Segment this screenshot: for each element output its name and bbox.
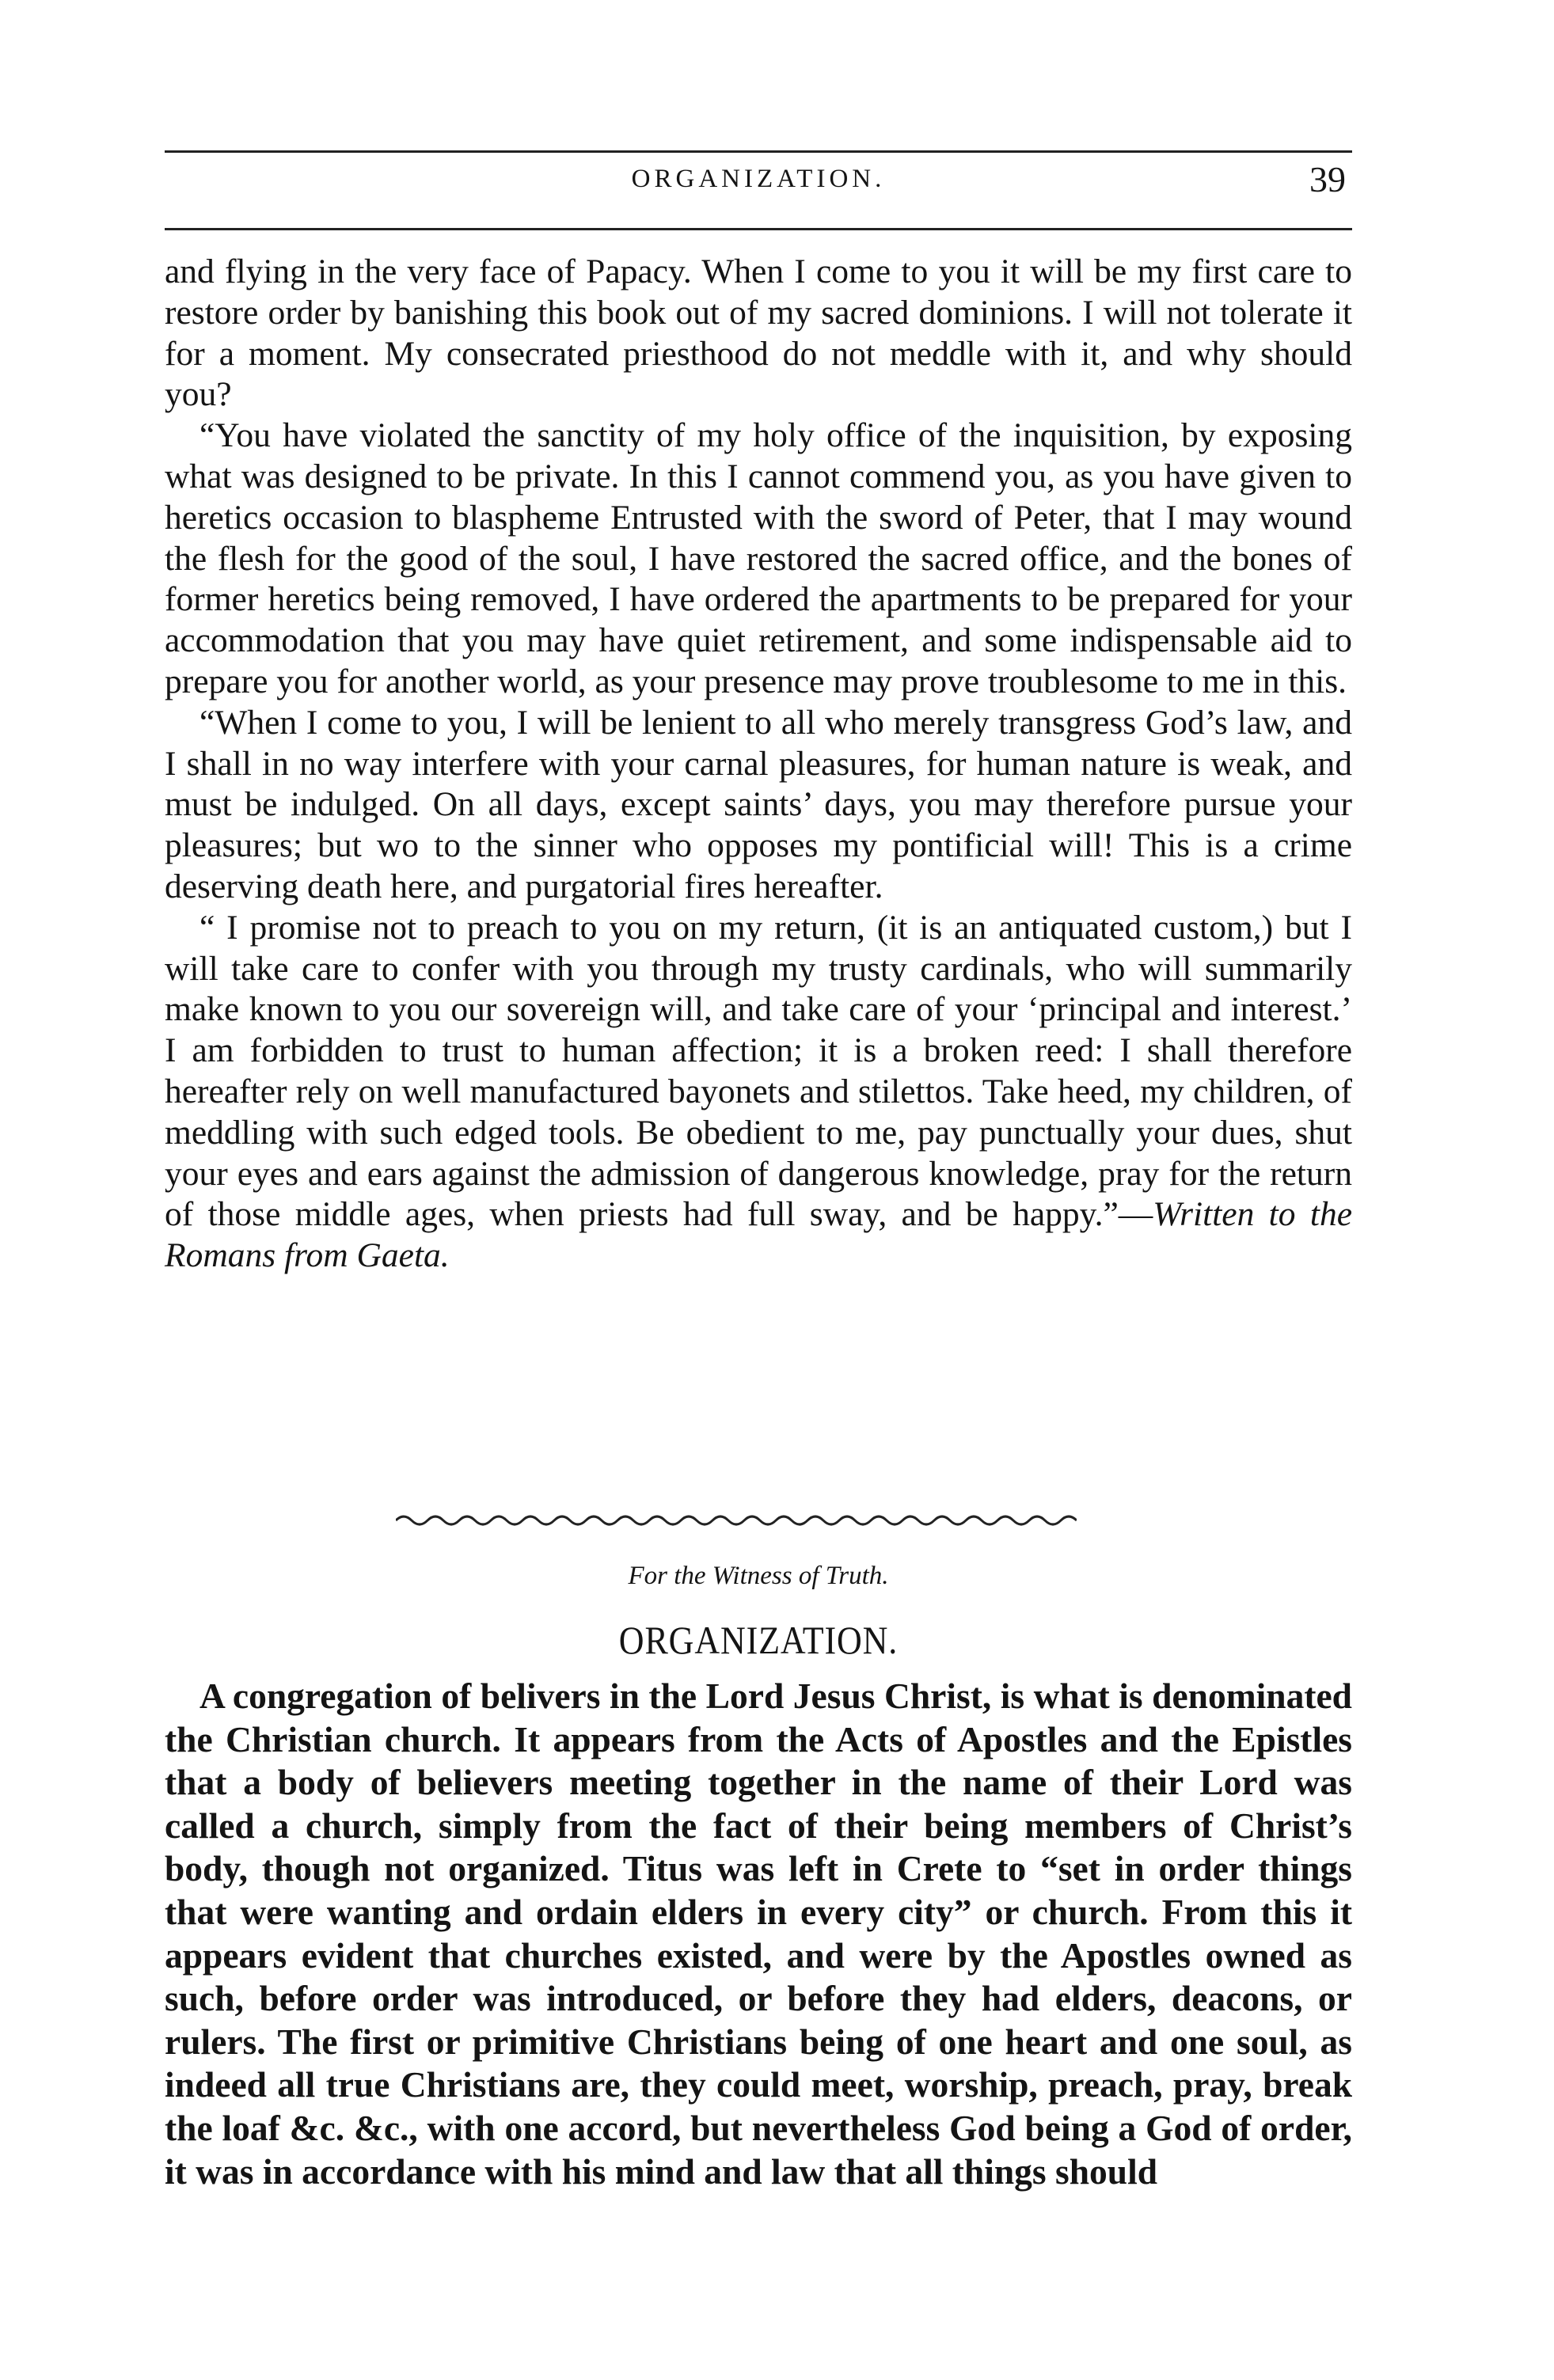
source-note: For the Witness of Truth. [628,1562,889,1590]
letter-article [165,252,1352,1277]
top-rule [165,150,1352,153]
running-header [165,158,1352,203]
closing-attribution: Written to the Romans from Gaeta. [165,1195,1353,1275]
wavy-divider-ornament [396,1506,1077,1535]
article-body: A congregation of belivers in the Lord Jesus Christ, is what is denominated the Christian church. It appears from the Acts of Apostles and the Epistles that a body of believers meeting together in the name of their Lord was called a church, simply from the fact of their being members of Christ’s body, though not organized. Titus was left in Crete to “set in order things that were wanting and ordain elders in every city” or church. From this it appears evident that churches existed, and were by the Apostles owned as such, before order was introduced, or before they had elders, deacons, or rulers. The first or primitive Christians being of one heart and one soul, as indeed all true Christians are, they could meet, worship, preach, pray, break the loaf &c. &c., with one accord, but nevertheless God being a God of order, it was in accordance with his mind and law that all things should [165,1676,1352,2192]
paragraph: and flying in the very face of Papacy. When I come to you it will be my first care to restore order by banishing this book out of my sacred dominions. I will not tolerate it for a moment. My consecrated priesthood do not meddle with it, and why should you? [165,252,1352,414]
paragraph-text: “ I promise not to preach to you on my return, (it is an antiquated custom,) but I will take care to confer with you through my trusty cardinals, who will summarily make known to you our sovereign will, and take care of your ‘principal and interest.’ I am forbidden to trust to human affection; it is a broken reed: I shall therefore hereafter rely on well manufactured bayonets and stilettos. Take heed, my children, of meddling with such edged tools. Be obedient to me, pay punctually your dues, shut your eyes and ears against the admission of dangerous knowledge, pray for the return of those middle ages, when priests had full sway, and be happy.”— [165,908,1352,1234]
running-title: ORGANIZATION. [631,165,886,193]
header-rule [165,228,1352,230]
organization-article [165,1556,1352,2193]
article-title: ORGANIZATION. [618,1618,899,1662]
paragraph: “When I come to you, I will be lenient to all who merely transgress God’s law, and I shall in no way interfere with your carnal pleasures, for human nature is weak, and must be indulged. On all days, except saints’ days, you may therefore pursue your pleasures; but wo to the sinner who opposes my pontificial will! This is a crime deserving death here, and purgatorial fires hereafter. [165,703,1352,905]
paragraph-final [165,908,1352,1277]
page-number: 39 [1309,159,1346,199]
paragraph: “You have violated the sanctity of my holy office of the inquisition, by exposing what was designed to be private. In this I cannot commend you, as you have given to heretics occasion to blaspheme Entrusted with the sword of Peter, that I may wound the flesh for the good of the soul, I have restored the sacred office, and the bones of former heretics being removed, I have ordered the apartments to be prepared for your accommodation that you may have quiet retirement, and some indispensable aid to prepare you for another world, as your presence may prove troublesome to me in this. [165,416,1352,700]
